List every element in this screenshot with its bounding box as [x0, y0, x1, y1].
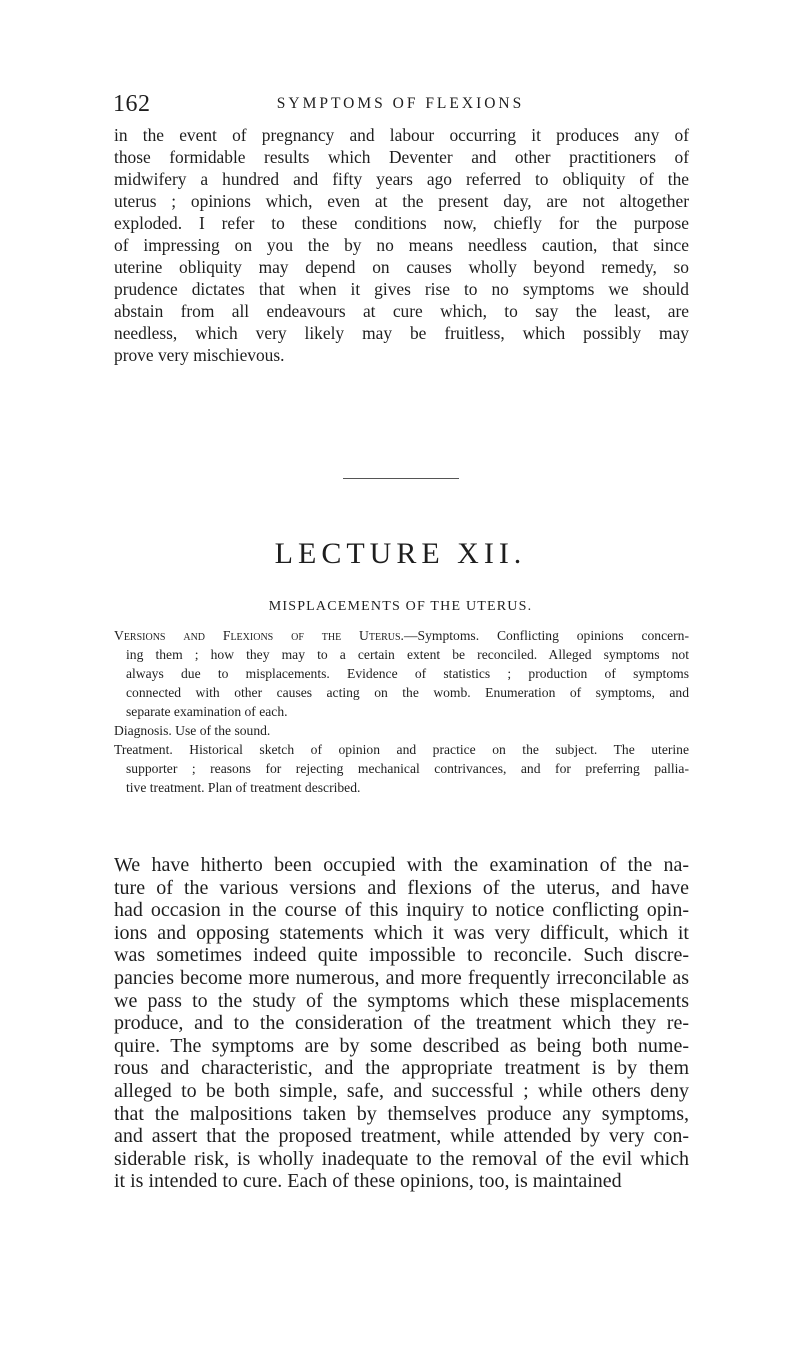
- running-title: SYMPTOMS OF FLEXIONS: [276, 95, 525, 112]
- text-line: prove very mischievous.: [114, 345, 285, 365]
- text-line: of impressing on you the by no means needless caution, that since: [114, 235, 689, 255]
- text-line: prudence dictates that when it gives rise to no symptoms we should: [114, 279, 689, 299]
- text-line: always due to misplacements. Evidence of statistics ; production of symptoms: [126, 666, 689, 681]
- text-line: quire. The symptoms are by some described as being both nume-: [114, 1034, 689, 1057]
- body-paragraph: [114, 854, 689, 1193]
- synopsis-text: —Symptoms. Conflicting opinions concern-: [403, 628, 689, 643]
- text-line: it is intended to cure. Each of these opinions, too, is maintained: [114, 1170, 622, 1193]
- text-line: ions and opposing statements which it was very difficult, which it: [114, 921, 689, 944]
- running-head: [0, 89, 801, 119]
- lecture-synopsis: [114, 626, 689, 797]
- section-divider: [343, 478, 459, 479]
- text-line: had occasion in the course of this inquiry to notice conflicting opin-: [114, 899, 689, 922]
- synopsis-heading: Versions and Flexions of the Uterus.: [114, 628, 404, 643]
- text-line: midwifery a hundred and fifty years ago referred to obliquity of the: [114, 169, 689, 189]
- text-line: uterus ; opinions which, even at the present day, are not altogether: [114, 191, 689, 211]
- top-paragraph: [114, 124, 689, 366]
- lecture-title: LECTURE XII.: [274, 537, 527, 570]
- text-line: connected with other causes acting on the womb. Enumeration of symptoms, and: [126, 685, 689, 700]
- text-line: siderable risk, is wholly inadequate to the removal of the evil which: [114, 1147, 689, 1170]
- text-line: that the malpositions taken by themselves produce any symptoms,: [114, 1102, 689, 1125]
- text-line: abstain from all endeavours at cure which, to say the least, are: [114, 301, 689, 321]
- text-line: needless, which very likely may be fruitless, which possibly may: [114, 323, 689, 343]
- text-line: those formidable results which Deventer and other practitioners of: [114, 147, 689, 167]
- text-line: Treatment. Historical sketch of opinion and practice on the subject. The uterine: [114, 742, 689, 757]
- text-line: ing them ; how they may to a certain extent be reconciled. Alleged symptoms not: [126, 647, 689, 662]
- lecture-subtitle: MISPLACEMENTS OF THE UTERUS.: [268, 599, 533, 614]
- text-line: supporter ; reasons for rejecting mechanical contrivances, and for preferring pallia-: [126, 761, 689, 776]
- text-line: pancies become more numerous, and more frequently irreconcilable as: [114, 966, 689, 989]
- text-line: was sometimes indeed quite impossible to reconcile. Such discre-: [114, 944, 689, 967]
- text-line: Diagnosis. Use of the sound.: [114, 723, 271, 738]
- text-line: we pass to the study of the symptoms which these misplacements: [114, 989, 689, 1012]
- text-line: in the event of pregnancy and labour occurring it produces any of: [114, 125, 689, 145]
- text-line: tive treatment. Plan of treatment described.: [126, 780, 361, 795]
- text-line: We have hitherto been occupied with the examination of the na-: [114, 854, 689, 876]
- page-number: 162: [113, 91, 151, 117]
- synopsis-diagnosis: [114, 721, 689, 740]
- text-line: produce, and to the consideration of the treatment which they re-: [114, 1012, 689, 1035]
- text-line: rous and characteristic, and the appropriate treatment is by them: [114, 1057, 689, 1080]
- text-line: uterine obliquity may depend on causes wholly beyond remedy, so: [114, 257, 689, 277]
- text-line: separate examination of each.: [126, 704, 288, 719]
- text-line: ture of the various versions and flexions of the uterus, and have: [114, 876, 689, 899]
- synopsis-treatment: [114, 740, 689, 797]
- synopsis-symptoms: [114, 626, 689, 721]
- text-line: exploded. I refer to these conditions now, chiefly for the purpose: [114, 213, 689, 233]
- text-line: and assert that the proposed treatment, while attended by very con-: [114, 1125, 689, 1148]
- text-line: alleged to be both simple, safe, and successful ; while others deny: [114, 1079, 689, 1102]
- text-line: [114, 626, 689, 645]
